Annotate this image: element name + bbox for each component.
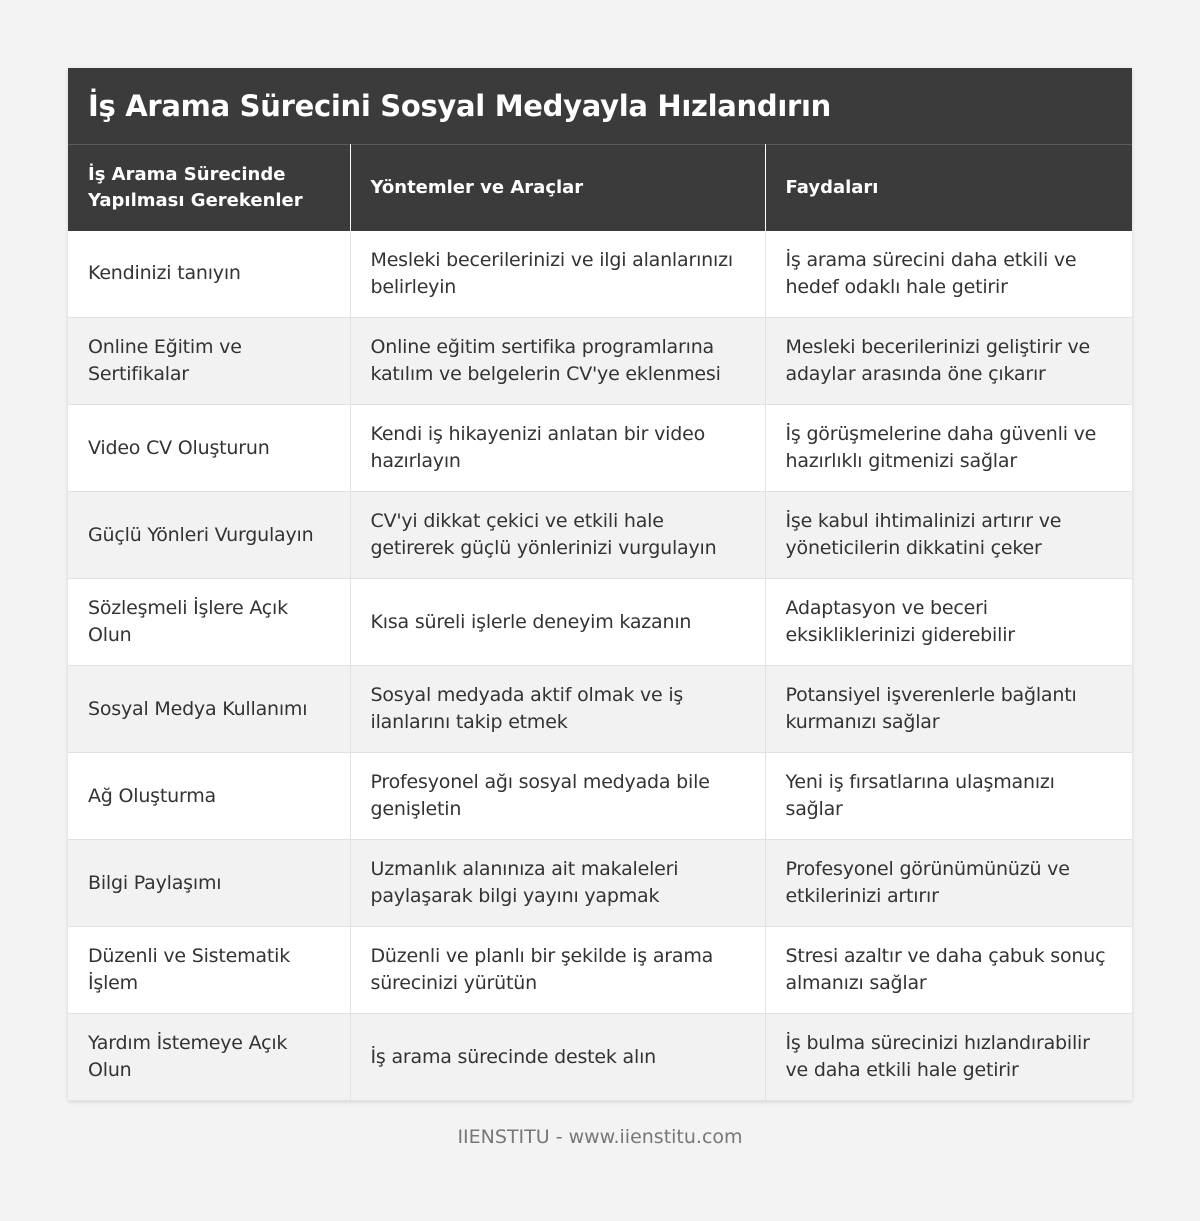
benefit-cell: Adaptasyon ve beceri eksikliklerinizi giderebilir — [765, 579, 1132, 666]
table-row — [68, 405, 1132, 492]
table-row — [68, 492, 1132, 579]
method-cell: Profesyonel ağı sosyal medyada bile genişletin — [350, 753, 765, 840]
task-cell: Online Eğitim ve Sertifikalar — [68, 318, 350, 405]
method-cell: Mesleki becerilerinizi ve ilgi alanlarınızı belirleyin — [350, 231, 765, 318]
table-row — [68, 840, 1132, 927]
task-cell: Bilgi Paylaşımı — [68, 840, 350, 927]
table-card — [68, 68, 1132, 1101]
table-header — [68, 145, 1132, 231]
method-cell: Kendi iş hikayenizi anlatan bir video hazırlayın — [350, 405, 765, 492]
method-cell: Düzenli ve planlı bir şekilde iş arama sürecinizi yürütün — [350, 927, 765, 1014]
column-header-methods: Yöntemler ve Araçlar — [350, 145, 765, 231]
benefit-cell: Potansiyel işverenlerle bağlantı kurmanızı sağlar — [765, 666, 1132, 753]
benefit-cell: Profesyonel görünümünüzü ve etkilerinizi artırır — [765, 840, 1132, 927]
task-cell: Güçlü Yönleri Vurgulayın — [68, 492, 350, 579]
task-cell: Sözleşmeli İşlere Açık Olun — [68, 579, 350, 666]
task-cell: Video CV Oluşturun — [68, 405, 350, 492]
header-row — [68, 145, 1132, 231]
table-row — [68, 318, 1132, 405]
benefit-cell: İşe kabul ihtimalinizi artırır ve yöneticilerin dikkatini çeker — [765, 492, 1132, 579]
task-cell: Kendinizi tanıyın — [68, 231, 350, 318]
column-header-benefits: Faydaları — [765, 145, 1132, 231]
benefit-cell: Mesleki becerilerinizi geliştirir ve adaylar arasında öne çıkarır — [765, 318, 1132, 405]
benefit-cell: İş görüşmelerine daha güvenli ve hazırlıklı gitmenizi sağlar — [765, 405, 1132, 492]
footer-credit: IIENSTITU - www.iienstitu.com — [457, 1126, 743, 1148]
benefit-cell: Yeni iş fırsatlarına ulaşmanızı sağlar — [765, 753, 1132, 840]
task-cell: Sosyal Medya Kullanımı — [68, 666, 350, 753]
benefit-cell: İş bulma sürecinizi hızlandırabilir ve daha etkili hale getirir — [765, 1014, 1132, 1101]
table-row — [68, 666, 1132, 753]
task-cell: Yardım İstemeye Açık Olun — [68, 1014, 350, 1101]
table-row — [68, 927, 1132, 1014]
data-table — [68, 144, 1132, 1101]
method-cell: CV'yi dikkat çekici ve etkili hale getirerek güçlü yönlerinizi vurgulayın — [350, 492, 765, 579]
table-title: İş Arama Sürecini Sosyal Medyayla Hızlandırın — [68, 68, 1132, 144]
table-row — [68, 231, 1132, 318]
column-header-tasks: İş Arama Sürecinde Yapılması Gerekenler — [68, 145, 350, 231]
table-row — [68, 1014, 1132, 1101]
method-cell: Kısa süreli işlerle deneyim kazanın — [350, 579, 765, 666]
method-cell: Sosyal medyada aktif olmak ve iş ilanlarını takip etmek — [350, 666, 765, 753]
table-row — [68, 579, 1132, 666]
table-body — [68, 231, 1132, 1101]
task-cell: Ağ Oluşturma — [68, 753, 350, 840]
table-row — [68, 753, 1132, 840]
method-cell: Uzmanlık alanınıza ait makaleleri paylaşarak bilgi yayını yapmak — [350, 840, 765, 927]
method-cell: İş arama sürecinde destek alın — [350, 1014, 765, 1101]
method-cell: Online eğitim sertifika programlarına katılım ve belgelerin CV'ye eklenmesi — [350, 318, 765, 405]
benefit-cell: İş arama sürecini daha etkili ve hedef odaklı hale getirir — [765, 231, 1132, 318]
benefit-cell: Stresi azaltır ve daha çabuk sonuç almanızı sağlar — [765, 927, 1132, 1014]
task-cell: Düzenli ve Sistematik İşlem — [68, 927, 350, 1014]
